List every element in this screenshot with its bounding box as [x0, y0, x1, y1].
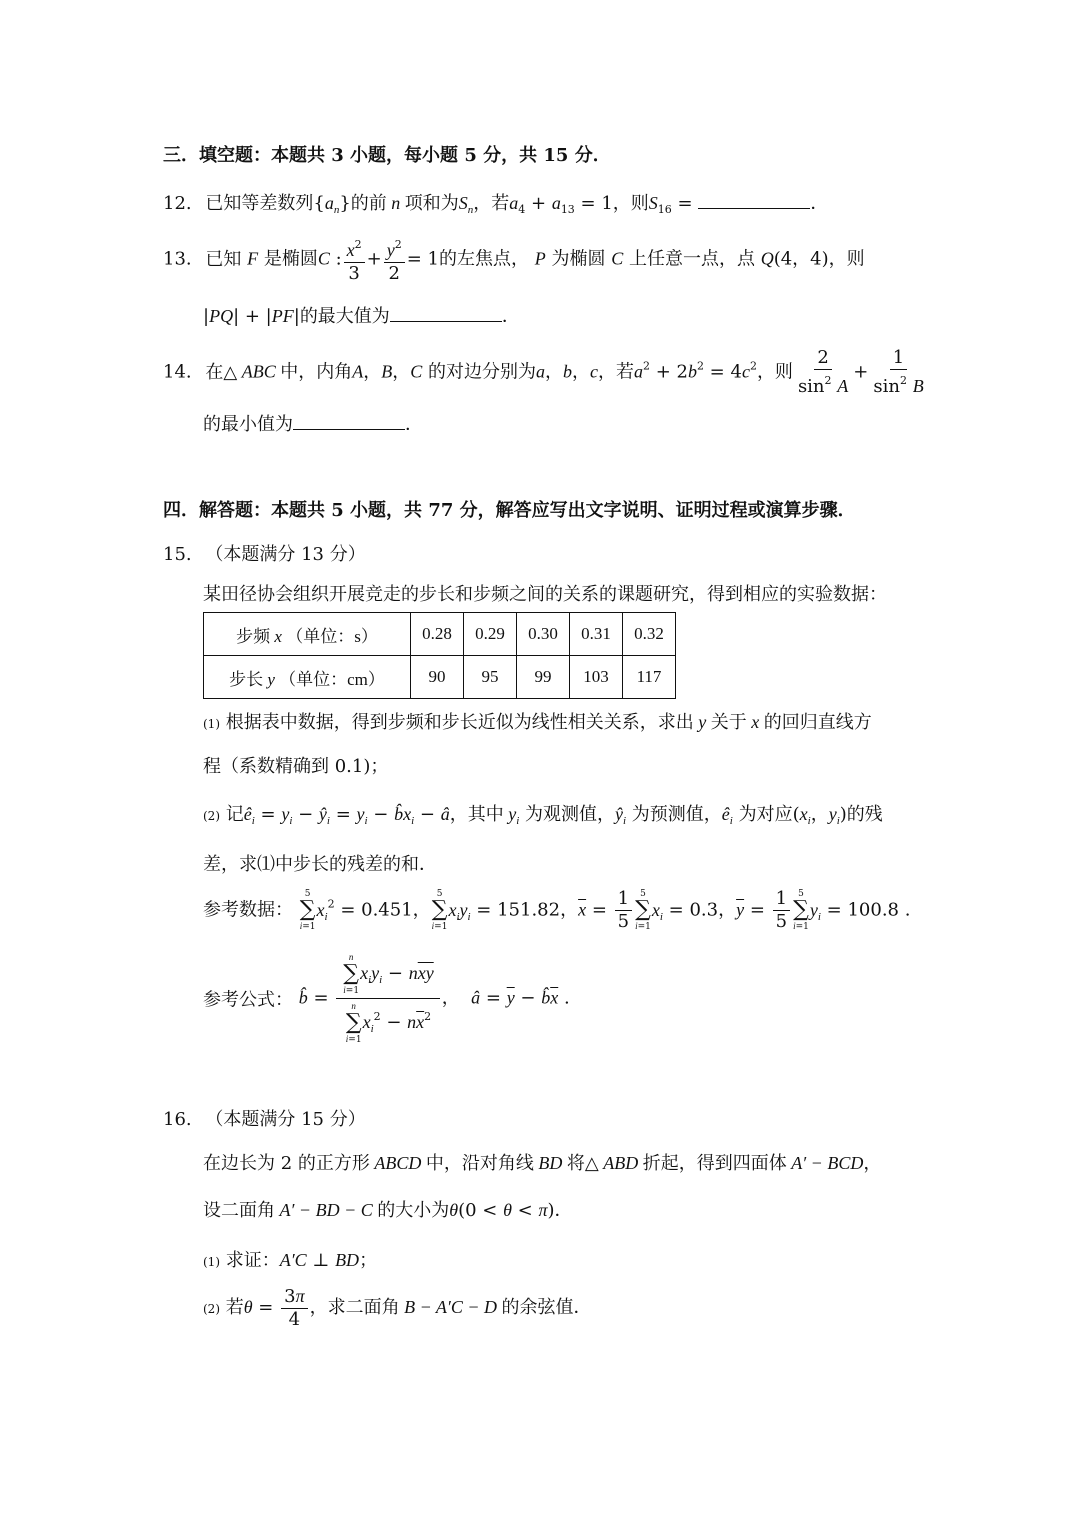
q16-number: 16. [163, 1109, 192, 1130]
q12: 12. 已知等差数列$\{a_n\}$的前 n 项和为$S_n$，若$a_4 + a_{13} = 1$，则$S_{16}$ = ． [163, 193, 829, 216]
q16-score: （本题满分 15 分） [205, 1109, 366, 1130]
q13: 13. 已知 F 是椭圆C : $\frac{x^2}{3}$ + $\frac{y^2}{2}$ = 1的左焦点， P 为椭圆 C 上任意一点，点 Q(4，4)，则 [163, 234, 865, 285]
table-cell: 0.28 [411, 613, 464, 656]
q16-line1: 在边长为 2 的正方形 ABCD 中，沿对角线 BD 将△ ABD 折起，得到四面体 A′ − BCD， [203, 1153, 882, 1174]
q15-part1-line2: 程（系数精确到 0.1)； [203, 756, 389, 777]
table-header-cell: 步频 x （单位：s） [204, 613, 411, 656]
table-cell: 95 [464, 656, 517, 699]
section4-title: 四．解答题：本题共 5 小题，共 77 分，解答应写出文字说明、证明过程或演算步骤． [163, 500, 856, 521]
q15-header [163, 540, 366, 566]
table-cell: 0.32 [623, 613, 676, 656]
q15-part2-line2: 差，求⑴中步长的残差的和． [203, 854, 437, 875]
q14: 14. 在△ ABC 中，内角A，B，C 的对边分别为a，b，c，若$a^2 + 2b^2 = 4c^2$，则 $\frac{2}{\sin^2 A}$ + $\frac{1}{\sin^2 B}$ [163, 347, 924, 397]
q15-reference-formula: 参考公式： b̂ = n ∑ i=1 $x_iy_i - n\overline{xy}$ n ∑ i=1 $x_i^2 - n\overline{x}^2$ ， â = $\overline{y}$ − $b̂\overline{x}$ . [203, 952, 570, 1045]
table-cell: 103 [570, 656, 623, 699]
q15-part2: (2) 记$ê_i = y_i$ − $ŷ_i = y_i$ − $b̂x_i$ − â，其中 $y_i$ 为观测值，$ŷ_i$ 为预测值，$ê_i$ 为对应($x_i$，$y_i$)的残 [203, 804, 883, 827]
q12-answer-blank[interactable] [698, 192, 810, 209]
table-header-cell: 步长 y （单位：cm） [204, 656, 411, 699]
q14-answer-blank[interactable] [293, 413, 405, 430]
table-cell: 0.31 [570, 613, 623, 656]
q15-part1: (1) 根据表中数据，得到步频和步长近似为线性相关关系，求出 y 关于 x 的回归直线方 [203, 712, 872, 733]
table-row [204, 613, 676, 656]
q14-number: 14. [163, 361, 192, 383]
table-cell: 117 [623, 656, 676, 699]
table-cell: 99 [517, 656, 570, 699]
q16-line2: 设二面角 A′ − BD − C 的大小为θ(0 < θ < π)． [203, 1200, 573, 1221]
q13-line2: |PQ| + |PF|的最大值为 ． [203, 306, 520, 327]
q14-line2: 的最小值为 ． [203, 414, 423, 435]
q15-number: 15. [163, 544, 192, 565]
q16-header [163, 1105, 366, 1131]
table-cell: 0.30 [517, 613, 570, 656]
table-cell: 0.29 [464, 613, 517, 656]
q13-answer-blank[interactable] [390, 305, 502, 322]
q15-reference-data: 参考数据： 5 ∑ i=1 $x_i^2 = 0.451$， 5 ∑ i=1 $x_iy_i = 151.82$，$\overline{x}$ = $\frac{1}{5}$ 5 ∑ i=1 $x_i = 0.3$，$\overline{y}$ = $\frac{1}{5}$ 5 ∑ i=1 $y_i = 100.8$ . [203, 888, 911, 932]
q12-number: 12. [163, 193, 192, 214]
q13-number: 13. [163, 248, 192, 270]
table-cell: 90 [411, 656, 464, 699]
q15-intro: 某田径协会组织开展竞走的步长和步频之间的关系的课题研究，得到相应的实验数据： [203, 584, 887, 605]
q15-score: （本题满分 13 分） [205, 544, 366, 565]
q16-part1: (1) 求证：A′C ⊥ BD； [203, 1250, 378, 1271]
table-row [204, 656, 676, 699]
section3-title: 三．填空题：本题共 3 小题，每小题 5 分，共 15 分． [163, 145, 611, 166]
q16-part2: (2) 若θ = $\frac{3\pi}{4}$ ，求二面角 B − A′C − D 的余弦值． [203, 1286, 592, 1330]
q15-data-table [203, 612, 676, 699]
